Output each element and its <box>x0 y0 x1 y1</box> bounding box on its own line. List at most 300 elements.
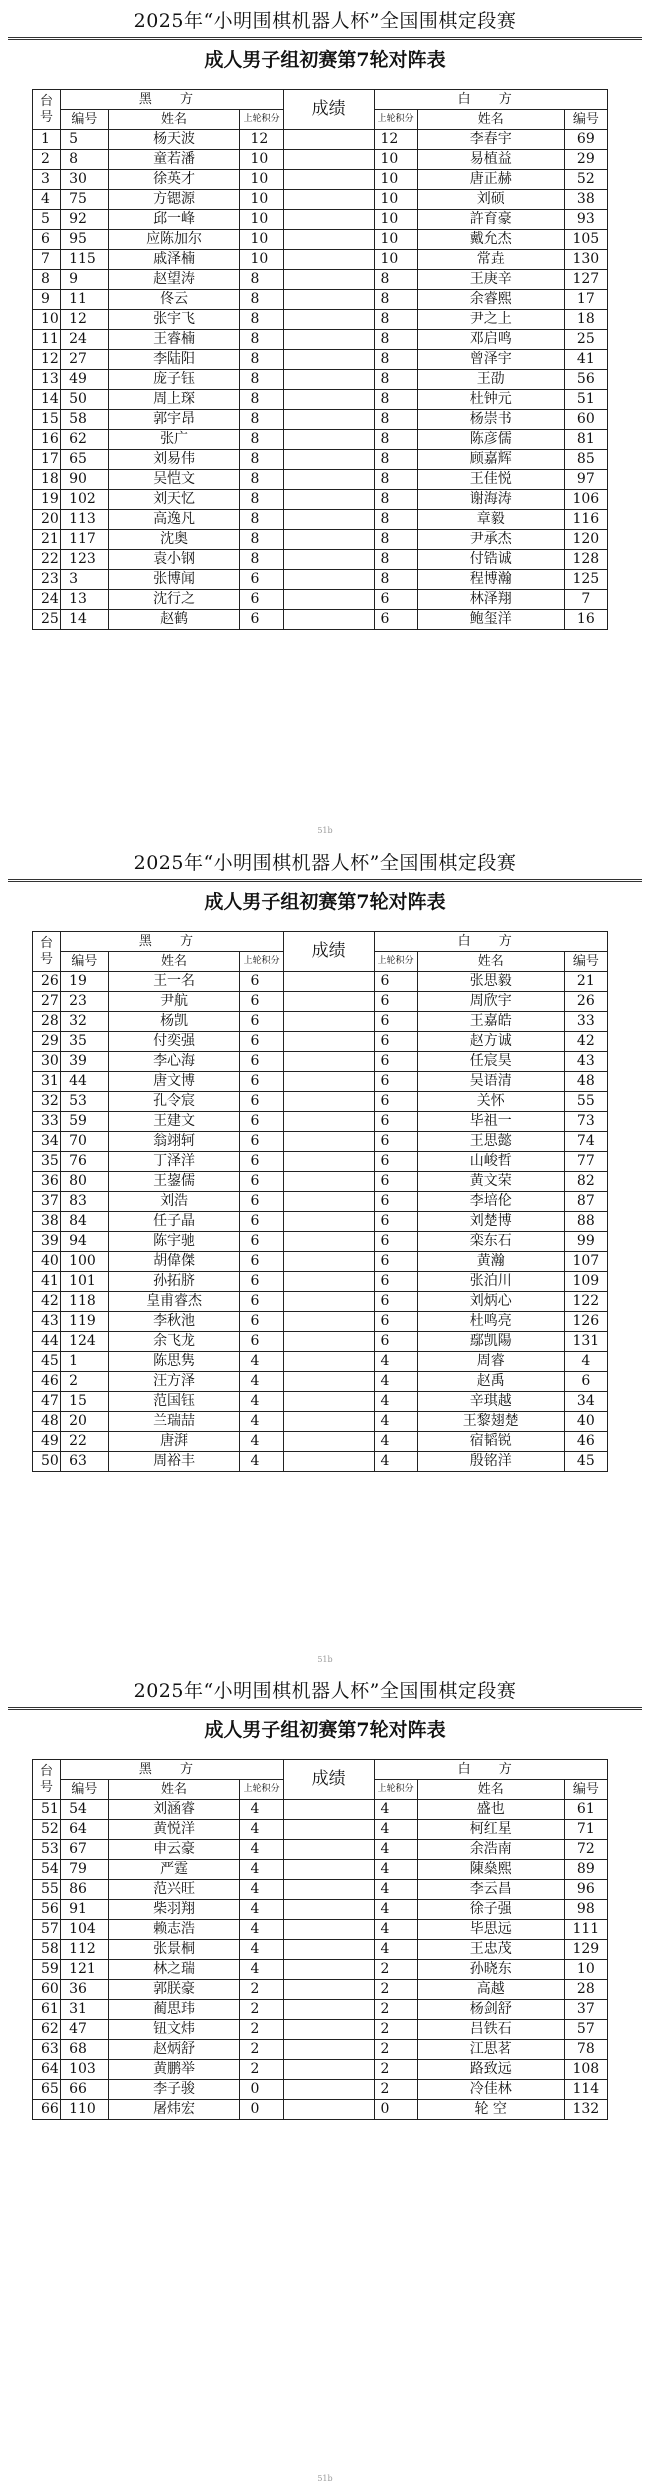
white-id: 4 <box>564 1352 607 1372</box>
black-name: 周上琛 <box>108 390 240 410</box>
board-number: 46 <box>33 1372 61 1392</box>
result-cell <box>283 130 374 150</box>
result-cell <box>283 1312 374 1332</box>
white-points: 8 <box>374 290 417 310</box>
black-points: 10 <box>240 150 283 170</box>
white-points: 8 <box>374 370 417 390</box>
black-id: 47 <box>61 2020 109 2040</box>
white-id: 26 <box>564 992 607 1012</box>
white-id: 77 <box>564 1152 607 1172</box>
white-name: 宿韬锐 <box>417 1432 564 1452</box>
result-cell <box>283 270 374 290</box>
black-name: 钮文炜 <box>108 2020 240 2040</box>
table-row <box>33 230 608 250</box>
black-points: 2 <box>240 2060 283 2080</box>
board-number: 16 <box>33 430 61 450</box>
result-cell <box>283 1092 374 1112</box>
white-id: 82 <box>564 1172 607 1192</box>
black-id: 79 <box>61 1860 109 1880</box>
white-id: 126 <box>564 1312 607 1332</box>
white-points: 6 <box>374 1152 417 1172</box>
table-row <box>33 570 608 590</box>
board-number: 66 <box>33 2100 61 2120</box>
white-name: 周欣宇 <box>417 992 564 1012</box>
white-name: 唐正赫 <box>417 170 564 190</box>
black-points: 8 <box>240 410 283 430</box>
black-id: 121 <box>61 1960 109 1980</box>
board-number: 55 <box>33 1880 61 1900</box>
white-id: 130 <box>564 250 607 270</box>
black-points: 4 <box>240 1900 283 1920</box>
white-name: 张泊川 <box>417 1272 564 1292</box>
table-row <box>33 1860 608 1880</box>
white-id: 57 <box>564 2020 607 2040</box>
table-row <box>33 2000 608 2020</box>
white-id: 10 <box>564 1960 607 1980</box>
black-name: 李心海 <box>108 1052 240 1072</box>
header-black-points: 上轮积分 <box>240 952 283 972</box>
board-number: 25 <box>33 610 61 630</box>
white-id: 60 <box>564 410 607 430</box>
white-name: 戴允杰 <box>417 230 564 250</box>
white-id: 25 <box>564 330 607 350</box>
black-points: 6 <box>240 1112 283 1132</box>
black-points: 10 <box>240 190 283 210</box>
white-points: 2 <box>374 2000 417 2020</box>
black-name: 赵炳舒 <box>108 2040 240 2060</box>
board-number: 28 <box>33 1012 61 1032</box>
result-cell <box>283 1800 374 1820</box>
white-points: 4 <box>374 1820 417 1840</box>
header-white-id: 编号 <box>564 952 607 972</box>
black-name: 张宇飞 <box>108 310 240 330</box>
black-id: 58 <box>61 410 109 430</box>
black-id: 14 <box>61 610 109 630</box>
black-id: 50 <box>61 390 109 410</box>
black-points: 6 <box>240 1272 283 1292</box>
white-name: 王思懿 <box>417 1132 564 1152</box>
result-cell <box>283 1920 374 1940</box>
result-cell <box>283 190 374 210</box>
white-name: 尹之上 <box>417 310 564 330</box>
black-name: 王建文 <box>108 1112 240 1132</box>
black-name: 丁泽洋 <box>108 1152 240 1172</box>
white-points: 8 <box>374 350 417 370</box>
result-cell <box>283 1212 374 1232</box>
table-row <box>33 2020 608 2040</box>
table-row <box>33 430 608 450</box>
white-name: 任宸昊 <box>417 1052 564 1072</box>
header-result: 成绩 <box>283 90 374 130</box>
result-cell <box>283 510 374 530</box>
white-points: 4 <box>374 1940 417 1960</box>
black-points: 4 <box>240 1880 283 1900</box>
black-points: 4 <box>240 1392 283 1412</box>
header-black: 黑 方 <box>61 932 284 952</box>
table-row <box>33 290 608 310</box>
white-name: 轮 空 <box>417 2100 564 2120</box>
board-number: 64 <box>33 2060 61 2080</box>
white-name: 盛也 <box>417 1800 564 1820</box>
table-row <box>33 270 608 290</box>
board-number: 4 <box>33 190 61 210</box>
header-black: 黑 方 <box>61 1760 284 1780</box>
table-row <box>33 310 608 330</box>
result-cell <box>283 390 374 410</box>
board-number: 45 <box>33 1352 61 1372</box>
black-name: 刘易伟 <box>108 450 240 470</box>
board-number: 15 <box>33 410 61 430</box>
table-row <box>33 1152 608 1172</box>
black-points: 6 <box>240 1012 283 1032</box>
table-row <box>33 1072 608 1092</box>
board-number: 47 <box>33 1392 61 1412</box>
white-name: 柯红星 <box>417 1820 564 1840</box>
result-cell <box>283 570 374 590</box>
page-1 <box>0 8 650 74</box>
white-points: 6 <box>374 610 417 630</box>
white-points: 2 <box>374 1980 417 2000</box>
pairing-table-3 <box>32 1759 608 2120</box>
white-points: 8 <box>374 450 417 470</box>
header-white-points: 上轮积分 <box>374 110 417 130</box>
table-row <box>33 1332 608 1352</box>
white-points: 2 <box>374 2080 417 2100</box>
board-number: 29 <box>33 1032 61 1052</box>
table-row <box>33 1920 608 1940</box>
white-id: 56 <box>564 370 607 390</box>
header-white-name: 姓名 <box>417 952 564 972</box>
black-id: 100 <box>61 1252 109 1272</box>
white-name: 王劭 <box>417 370 564 390</box>
white-id: 29 <box>564 150 607 170</box>
table-row <box>33 1292 608 1312</box>
black-id: 36 <box>61 1980 109 2000</box>
white-name: 刘硕 <box>417 190 564 210</box>
white-points: 4 <box>374 1920 417 1940</box>
board-number: 33 <box>33 1112 61 1132</box>
white-name: 易植益 <box>417 150 564 170</box>
white-name: 赵方诚 <box>417 1032 564 1052</box>
black-id: 9 <box>61 270 109 290</box>
black-id: 84 <box>61 1212 109 1232</box>
header-black-name: 姓名 <box>108 110 240 130</box>
white-points: 8 <box>374 510 417 530</box>
result-cell <box>283 1940 374 1960</box>
round-title: 成人男子组初赛第7轮对阵表 <box>204 49 446 71</box>
black-name: 郭宇昂 <box>108 410 240 430</box>
white-points: 10 <box>374 170 417 190</box>
white-name: 邓启鸣 <box>417 330 564 350</box>
table-row <box>33 1820 608 1840</box>
board-number: 7 <box>33 250 61 270</box>
white-id: 51 <box>564 390 607 410</box>
board-number: 6 <box>33 230 61 250</box>
white-name: 鲍玺洋 <box>417 610 564 630</box>
white-points: 8 <box>374 470 417 490</box>
header-black-name: 姓名 <box>108 1780 240 1800</box>
white-id: 34 <box>564 1392 607 1412</box>
black-name: 赵鹤 <box>108 610 240 630</box>
white-name: 孙晓东 <box>417 1960 564 1980</box>
board-number: 14 <box>33 390 61 410</box>
white-name: 刘炳心 <box>417 1292 564 1312</box>
white-name: 赵禹 <box>417 1372 564 1392</box>
black-id: 22 <box>61 1432 109 1452</box>
white-id: 125 <box>564 570 607 590</box>
white-points: 6 <box>374 992 417 1012</box>
black-name: 唐文博 <box>108 1072 240 1092</box>
white-points: 8 <box>374 550 417 570</box>
white-name: 张思毅 <box>417 972 564 992</box>
black-id: 49 <box>61 370 109 390</box>
white-name: 吴语清 <box>417 1072 564 1092</box>
black-points: 4 <box>240 1452 283 1472</box>
black-name: 屠炜宏 <box>108 2100 240 2120</box>
table-row <box>33 1032 608 1052</box>
board-number: 53 <box>33 1840 61 1860</box>
header-black-name: 姓名 <box>108 952 240 972</box>
black-id: 67 <box>61 1840 109 1860</box>
board-number: 49 <box>33 1432 61 1452</box>
table-row <box>33 1312 608 1332</box>
board-number: 54 <box>33 1860 61 1880</box>
white-id: 120 <box>564 530 607 550</box>
black-id: 8 <box>61 150 109 170</box>
white-points: 8 <box>374 570 417 590</box>
black-points: 4 <box>240 1860 283 1880</box>
board-number: 41 <box>33 1272 61 1292</box>
board-number: 9 <box>33 290 61 310</box>
result-cell <box>283 1272 374 1292</box>
white-points: 2 <box>374 2020 417 2040</box>
black-name: 翁翊轲 <box>108 1132 240 1152</box>
white-id: 85 <box>564 450 607 470</box>
black-id: 12 <box>61 310 109 330</box>
black-id: 102 <box>61 490 109 510</box>
white-name: 黄瀚 <box>417 1252 564 1272</box>
result-cell <box>283 410 374 430</box>
black-points: 6 <box>240 570 283 590</box>
white-points: 6 <box>374 1252 417 1272</box>
black-id: 104 <box>61 1920 109 1940</box>
white-name: 陈彦儒 <box>417 430 564 450</box>
black-points: 12 <box>240 130 283 150</box>
black-name: 徐英才 <box>108 170 240 190</box>
black-id: 113 <box>61 510 109 530</box>
black-name: 李秋池 <box>108 1312 240 1332</box>
table-row <box>33 1432 608 1452</box>
black-id: 83 <box>61 1192 109 1212</box>
black-id: 66 <box>61 2080 109 2100</box>
result-cell <box>283 1012 374 1032</box>
header-white: 白 方 <box>374 932 608 952</box>
table-row <box>33 972 608 992</box>
board-number: 65 <box>33 2080 61 2100</box>
white-id: 73 <box>564 1112 607 1132</box>
black-points: 8 <box>240 470 283 490</box>
black-id: 1 <box>61 1352 109 1372</box>
table-row <box>33 1172 608 1192</box>
black-points: 0 <box>240 2100 283 2120</box>
table-row <box>33 190 608 210</box>
black-points: 6 <box>240 1172 283 1192</box>
white-points: 4 <box>374 1900 417 1920</box>
black-points: 4 <box>240 1940 283 1960</box>
header-black-points: 上轮积分 <box>240 1780 283 1800</box>
board-number: 60 <box>33 1980 61 2000</box>
table-row <box>33 1980 608 2000</box>
black-id: 15 <box>61 1392 109 1412</box>
board-number: 52 <box>33 1820 61 1840</box>
table-row <box>33 1112 608 1132</box>
board-number: 35 <box>33 1152 61 1172</box>
white-name: 王佳悦 <box>417 470 564 490</box>
white-id: 105 <box>564 230 607 250</box>
black-points: 6 <box>240 1072 283 1092</box>
page-mark: 51b <box>317 826 333 835</box>
white-id: 16 <box>564 610 607 630</box>
white-name: 冷佳林 <box>417 2080 564 2100</box>
white-id: 40 <box>564 1412 607 1432</box>
black-points: 8 <box>240 430 283 450</box>
white-id: 108 <box>564 2060 607 2080</box>
white-points: 2 <box>374 2040 417 2060</box>
white-id: 132 <box>564 2100 607 2120</box>
result-cell <box>283 1252 374 1272</box>
header-black-points: 上轮积分 <box>240 110 283 130</box>
black-points: 8 <box>240 390 283 410</box>
black-name: 沈奥 <box>108 530 240 550</box>
white-id: 122 <box>564 1292 607 1312</box>
black-id: 103 <box>61 2060 109 2080</box>
black-points: 6 <box>240 1312 283 1332</box>
result-cell <box>283 250 374 270</box>
black-points: 4 <box>240 1920 283 1940</box>
table-row <box>33 250 608 270</box>
white-name: 曾泽宇 <box>417 350 564 370</box>
white-name: 尹承杰 <box>417 530 564 550</box>
header-white-id: 编号 <box>564 110 607 130</box>
board-number: 38 <box>33 1212 61 1232</box>
result-cell <box>283 1112 374 1132</box>
white-name: 林泽翔 <box>417 590 564 610</box>
white-id: 81 <box>564 430 607 450</box>
black-id: 62 <box>61 430 109 450</box>
board-number: 17 <box>33 450 61 470</box>
result-cell <box>283 1980 374 2000</box>
result-cell <box>283 2080 374 2100</box>
white-points: 2 <box>374 2060 417 2080</box>
header-black-id: 编号 <box>61 952 109 972</box>
white-name: 常垚 <box>417 250 564 270</box>
white-name: 徐子强 <box>417 1900 564 1920</box>
black-name: 袁小钢 <box>108 550 240 570</box>
black-name: 童若潘 <box>108 150 240 170</box>
white-points: 8 <box>374 410 417 430</box>
board-number: 34 <box>33 1132 61 1152</box>
table-row <box>33 1012 608 1032</box>
result-cell <box>283 2000 374 2020</box>
black-name: 郭朕豪 <box>108 1980 240 2000</box>
table-row <box>33 992 608 1012</box>
result-cell <box>283 1452 374 1472</box>
black-id: 35 <box>61 1032 109 1052</box>
pairing-table-2 <box>32 931 608 1472</box>
white-name: 李培伦 <box>417 1192 564 1212</box>
black-name: 申云豪 <box>108 1840 240 1860</box>
table-row <box>33 350 608 370</box>
board-number: 63 <box>33 2040 61 2060</box>
black-points: 6 <box>240 1232 283 1252</box>
table-row <box>33 1192 608 1212</box>
black-id: 91 <box>61 1900 109 1920</box>
white-id: 96 <box>564 1880 607 1900</box>
board-number: 21 <box>33 530 61 550</box>
result-cell <box>283 170 374 190</box>
result-cell <box>283 1032 374 1052</box>
table-row <box>33 410 608 430</box>
black-points: 6 <box>240 1032 283 1052</box>
table-row <box>33 170 608 190</box>
white-points: 6 <box>374 1232 417 1252</box>
black-points: 2 <box>240 2020 283 2040</box>
white-points: 10 <box>374 250 417 270</box>
tournament-title: 2025年“小明围棋机器人杯”全国围棋定段赛 <box>133 852 517 874</box>
white-points: 6 <box>374 590 417 610</box>
tournament-title: 2025年“小明围棋机器人杯”全国围棋定段赛 <box>133 10 517 32</box>
table-row <box>33 2040 608 2060</box>
board-number: 39 <box>33 1232 61 1252</box>
black-points: 6 <box>240 1052 283 1072</box>
black-id: 123 <box>61 550 109 570</box>
black-id: 65 <box>61 450 109 470</box>
black-name: 范兴旺 <box>108 1880 240 1900</box>
table-row <box>33 1880 608 1900</box>
black-id: 59 <box>61 1112 109 1132</box>
result-cell <box>283 1052 374 1072</box>
board-number: 51 <box>33 1800 61 1820</box>
black-name: 唐湃 <box>108 1432 240 1452</box>
white-name: 高越 <box>417 1980 564 2000</box>
black-points: 2 <box>240 2040 283 2060</box>
white-id: 41 <box>564 350 607 370</box>
white-id: 88 <box>564 1212 607 1232</box>
black-id: 53 <box>61 1092 109 1112</box>
black-name: 胡偉傑 <box>108 1252 240 1272</box>
black-points: 6 <box>240 1152 283 1172</box>
black-name: 黄鹏举 <box>108 2060 240 2080</box>
result-cell <box>283 1152 374 1172</box>
result-cell <box>283 1880 374 1900</box>
page-mark: 51b <box>317 2474 333 2483</box>
black-points: 4 <box>240 1820 283 1840</box>
white-name: 殷铭洋 <box>417 1452 564 1472</box>
black-name: 赵望涛 <box>108 270 240 290</box>
white-id: 129 <box>564 1940 607 1960</box>
black-name: 皇甫睿杰 <box>108 1292 240 1312</box>
board-number: 32 <box>33 1092 61 1112</box>
white-points: 4 <box>374 1392 417 1412</box>
board-number: 20 <box>33 510 61 530</box>
table-row <box>33 1940 608 1960</box>
black-id: 19 <box>61 972 109 992</box>
page-mark: 51b <box>317 1655 333 1664</box>
white-name: 毕祖一 <box>417 1112 564 1132</box>
white-name: 吕铁石 <box>417 2020 564 2040</box>
white-name: 辛琪越 <box>417 1392 564 1412</box>
table-row <box>33 2100 608 2120</box>
